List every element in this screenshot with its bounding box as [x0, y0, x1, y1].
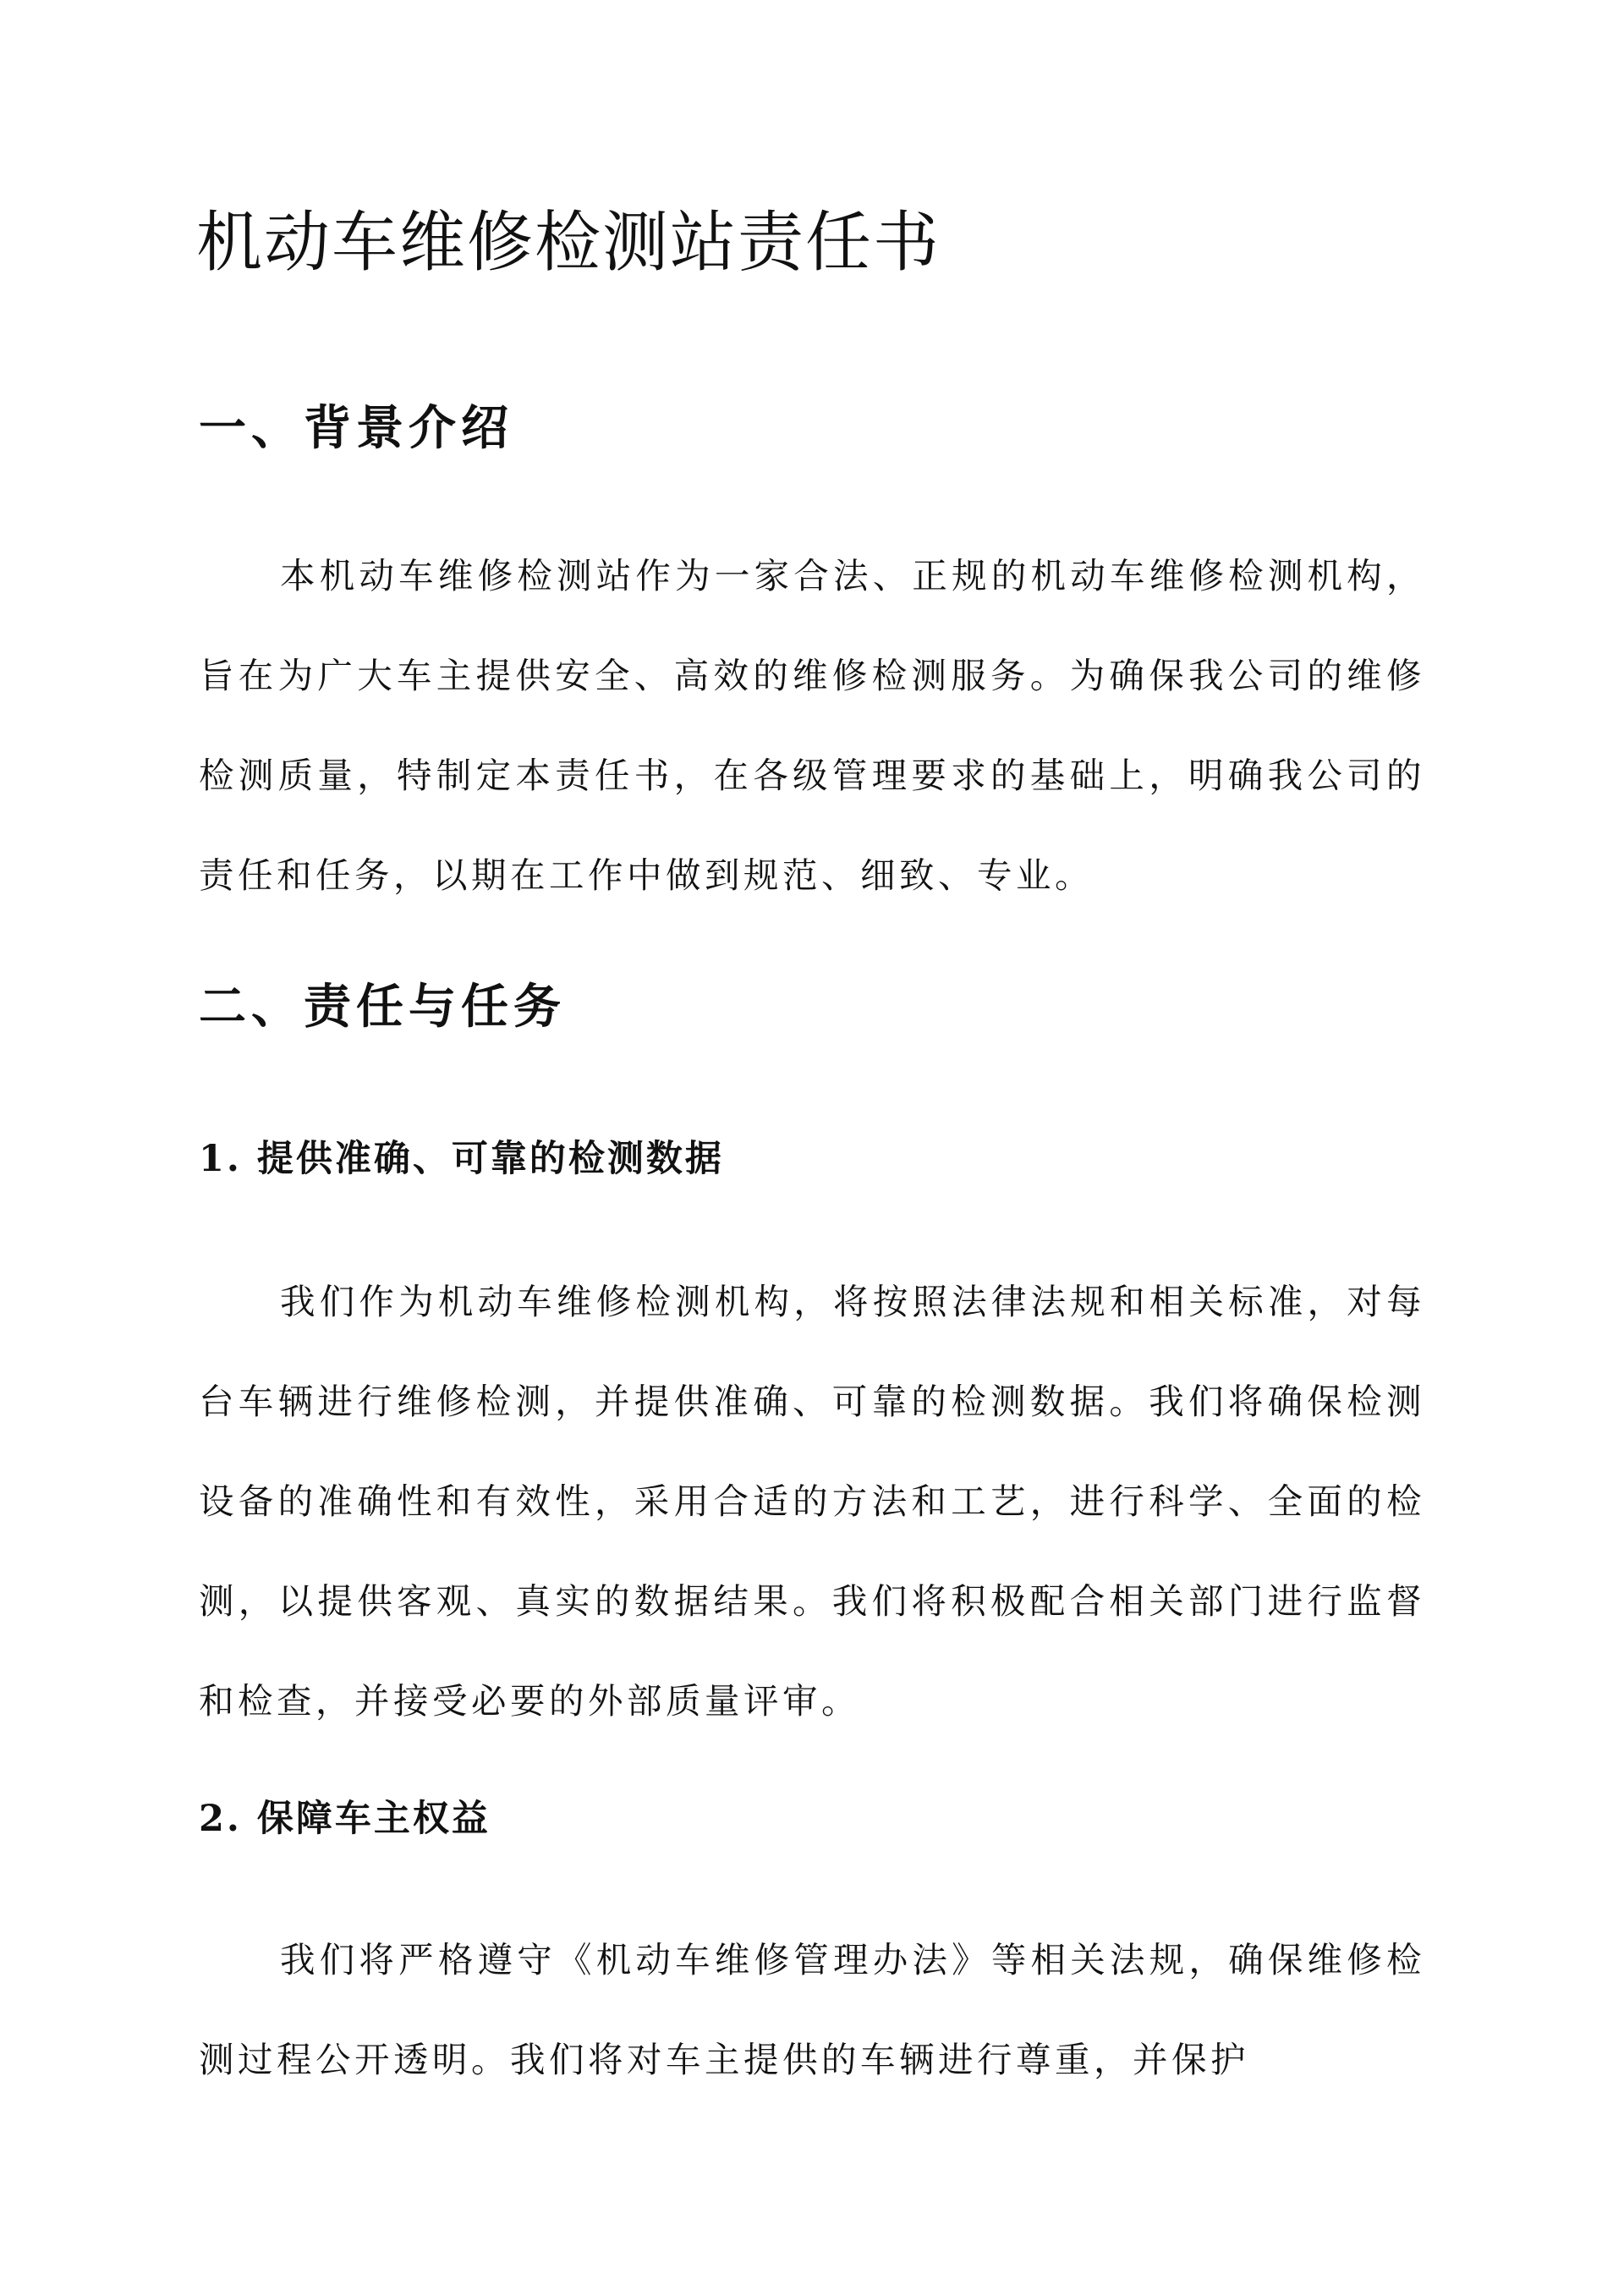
subsection-heading-owner-rights: 2. 保障车主权益 — [199, 1798, 491, 1840]
subsection-paragraph-owner-rights: 我们将严格遵守《机动车维修管理办法》等相关法规，确保维修检测过程公开透明。我们将对车主提供的车辆进行尊重，并保护 — [199, 1939, 1425, 2080]
subsection-paragraph-accurate-data: 我们作为机动车维修检测机构，将按照法律法规和相关标准，对每台车辆进行维修检测，并提供准确、可靠的检测数据。我们将确保检测设备的准确性和有效性，采用合适的方法和工艺，进行科学、全面的检测，以提供客观、真实的数据结果。我们将积极配合相关部门进行监督和检查，并接受必要的外部质量评审。 — [199, 1281, 1425, 1722]
subsection-heading-accurate-data: 1. 提供准确、可靠的检测数据 — [199, 1138, 724, 1180]
section-heading-responsibilities: 二、责任与任务 — [199, 979, 566, 1035]
section-paragraph-background: 本机动车维修检测站作为一家合法、正规的机动车维修检测机构，旨在为广大车主提供安全、高效的维修检测服务。为确保我公司的维修检测质量，特制定本责任书，在各级管理要求的基础上，明确我公司的责任和任务，以期在工作中做到规范、细致、专业。 — [199, 555, 1425, 896]
section-heading-background: 一、背景介绍 — [199, 400, 513, 456]
document-title: 机动车维修检测站责任书 — [196, 205, 941, 281]
